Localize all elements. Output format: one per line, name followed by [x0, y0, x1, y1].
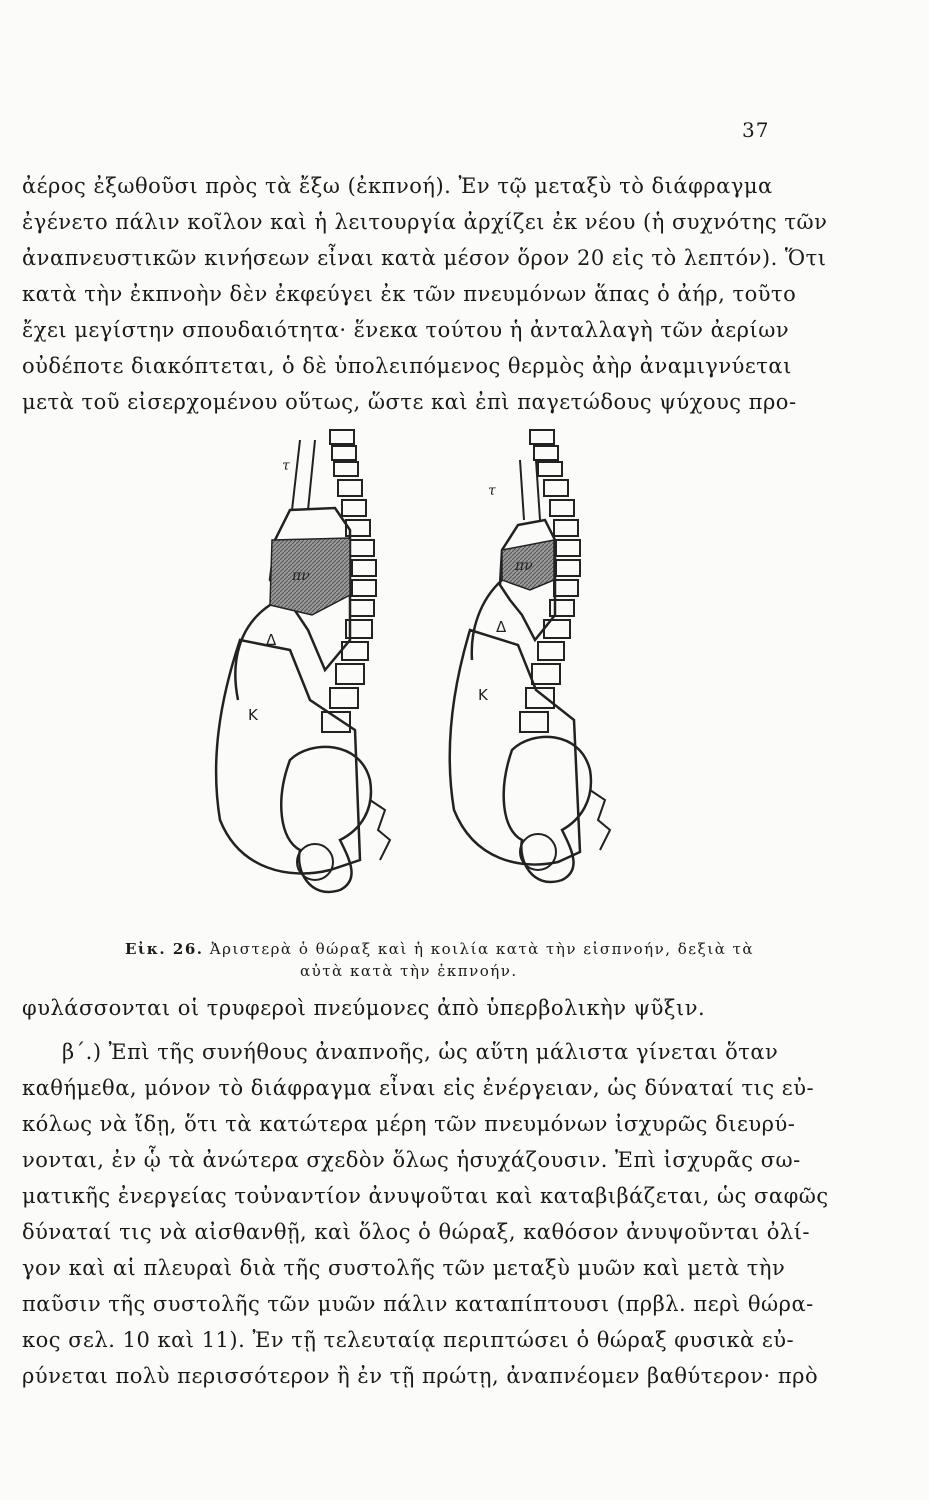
abdomen-label: Κ	[478, 686, 488, 704]
text-line: ἀναπνευστικῶν κινήσεων εἶναι κατὰ μέσον ὅρον 20 εἰς τὸ λεπτόν). Ὅτι	[22, 246, 827, 270]
lungs-label: πν	[515, 558, 533, 574]
abdomen-label: Κ	[248, 706, 258, 724]
text-line: δύναταί τις νὰ αἰσθανθῇ, καὶ ὅλος ὁ θώραξ, καθόσον ἀνυψοῦνται ὀλί-	[22, 1220, 811, 1244]
figure-caption-line2: αὐτὰ κατὰ τὴν ἐκπνοήν.	[300, 962, 518, 980]
text-line: φυλάσσονται οἱ τρυφεροὶ πνεύμονες ἀπὸ ὑπερβολικὴν ψῦξιν.	[22, 996, 706, 1020]
text-line: κόλως νὰ ἴδῃ, ὅτι τὰ κατώτερα μέρη τῶν πνευμόνων ἰσχυρῶς διευρύ-	[22, 1112, 796, 1136]
text-line: καθήμεθα, μόνον τὸ διάφραγμα εἶναι εἰς ἐνέργειαν, ὡς δύναταί τις εὐ-	[22, 1076, 815, 1100]
text-line: οὐδέποτε διακόπτεται, ὁ δὲ ὑπολειπόμενος θερμὸς ἀὴρ ἀναμιγνύεται	[22, 354, 792, 378]
diaphragm-label: Δ	[496, 618, 507, 636]
caption-text: Ἀριστερὰ ὁ θώραξ καὶ ἡ κοιλία κατὰ τὴν εἰσπνοήν, δεξιὰ τὰ	[209, 940, 755, 958]
text-line: νονται, ἐν ᾧ τὰ ἀνώτερα σχεδὸν ὅλως ἡσυχάζουσιν. Ἐπὶ ἰσχυρᾶς σω-	[22, 1148, 801, 1172]
text-line: ἐγένετο πάλιν κοῖλον καὶ ἡ λειτουργία ἀρχίζει ἐκ νέου (ἡ συχνότης τῶν	[22, 210, 828, 234]
text-line: ματικῆς ἐνεργείας τοὐναντίον ἀνυψοῦται καὶ καταβιβάζεται, ὡς σαφῶς	[22, 1184, 829, 1208]
trachea-label: τ	[282, 458, 290, 474]
trachea-label: τ	[488, 483, 496, 499]
text-line: ρύνεται πολὺ περισσότερον ἢ ἐν τῇ πρώτῃ, ἀναπνέομεν βαθύτερον· πρὸ	[22, 1364, 819, 1388]
caption-label: Εἰκ. 26.	[125, 940, 204, 958]
text-line: β΄.) Ἐπὶ τῆς συνήθους ἀναπνοῆς, ὡς αὕτη μάλιστα γίνεται ὅταν	[62, 1040, 779, 1064]
lungs-label: πν	[292, 568, 310, 584]
text-line: μετὰ τοῦ εἰσερχομένου οὕτως, ὥστε καὶ ἐπὶ παγετώδους ψύχους προ-	[22, 390, 797, 414]
text-line: κος σελ. 10 καὶ 11). Ἐν τῇ τελευταίᾳ περιπτώσει ὁ θώραξ φυσικὰ εὐ-	[22, 1328, 795, 1352]
text-line: παῦσιν τῆς συστολῆς τῶν μυῶν πάλιν καταπίπτουσι (πρβλ. περὶ θώρα-	[22, 1292, 814, 1316]
text-line: ἔχει μεγίστην σπουδαιότητα· ἕνεκα τούτου ἡ ἀνταλλαγὴ τῶν ἀερίων	[22, 318, 790, 342]
diaphragm-label: Δ	[266, 631, 277, 649]
page-number: 37	[742, 118, 770, 142]
text-line: κατὰ τὴν ἐκπνοὴν δὲν ἐκφεύγει ἐκ τῶν πνευμόνων ἅπας ὁ ἀήρ, τοῦτο	[22, 282, 797, 306]
text-line: ἀέρος ἐξωθοῦσι πρὸς τὰ ἔξω (ἐκπνοή). Ἐν τῷ μεταξὺ τὸ διάφραγμα	[22, 174, 773, 198]
text-line: γον καὶ αἱ πλευραὶ διὰ τῆς συστολῆς τῶν μεταξὺ μυῶν καὶ μετὰ τὴν	[22, 1256, 786, 1280]
